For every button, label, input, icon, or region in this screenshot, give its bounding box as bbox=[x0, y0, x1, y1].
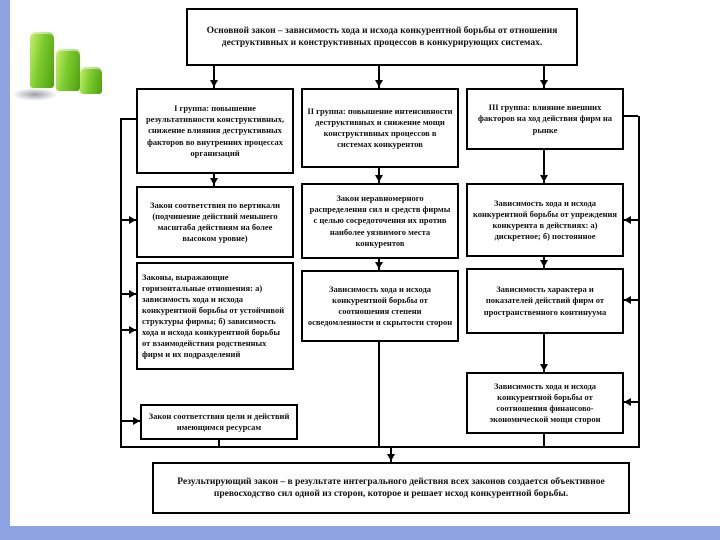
box-law-uneven: Закон неравномерного распределения сил и средств фирмы с целью сосредоточения их против наиболее уязвимого места конкурентов bbox=[301, 183, 459, 259]
arrowhead-icon bbox=[624, 398, 631, 406]
connector-line bbox=[120, 446, 640, 448]
left-accent-strip bbox=[0, 0, 10, 540]
connector-line bbox=[120, 118, 122, 448]
arrowhead-icon bbox=[540, 260, 548, 267]
box-main-law: Основной закон – зависимость хода и исхода конкурентной борьбы от отношения деструктивных и конструктивных процессов в конкурирующих системах. bbox=[186, 8, 578, 66]
arrowhead-icon bbox=[375, 175, 383, 182]
arrowhead-icon bbox=[624, 296, 631, 304]
arrowhead-icon bbox=[129, 290, 136, 298]
arrowhead-icon bbox=[129, 216, 136, 224]
logo-bar-short bbox=[80, 67, 102, 94]
green-bar-chart-logo bbox=[10, 22, 110, 102]
logo-bar-tall bbox=[30, 32, 54, 88]
box-result-law: Результирующий закон – в результате интегрального действия всех законов создается объективное превосходство сил одной из сторон, которое и решает исход конкурентной борьбы. bbox=[152, 462, 630, 514]
box-law-horizontal: Законы, выражающие горизонтальные отношения: а) зависимость хода и исхода конкурентной борьбы от устойчивой структуры фирмы; б) зависимость хода и исхода конкурентной борьбы от взаимодействия родственных фирм и их подразделений bbox=[136, 262, 294, 370]
arrowhead-icon bbox=[540, 364, 548, 371]
arrowhead-icon bbox=[387, 454, 395, 461]
arrowhead-icon bbox=[375, 80, 383, 87]
box-law-preemption: Зависимость хода и исхода конкурентной борьбы от упреждения конкурента в действиях: а) дискретное; б) постоянное bbox=[466, 183, 624, 257]
arrowhead-icon bbox=[540, 175, 548, 182]
arrowhead-icon bbox=[624, 216, 631, 224]
arrowhead-icon bbox=[133, 417, 140, 425]
box-law-awareness: Зависимость хода и исхода конкурентной борьбы от соотношения степени осведомленности и скрытости сторон bbox=[301, 270, 459, 342]
box-group-2: II группа: повышение интенсивности деструктивных и снижение мощи конструктивных процессов в системах конкурентов bbox=[301, 88, 459, 168]
connector-line bbox=[624, 115, 638, 117]
box-group-3: III группа: влияние внешних факторов на ход действия фирм на рынке bbox=[466, 88, 624, 150]
bottom-accent-strip bbox=[0, 526, 720, 540]
arrowhead-icon bbox=[540, 80, 548, 87]
arrowhead-icon bbox=[210, 178, 218, 185]
logo-bar-medium bbox=[56, 49, 80, 91]
box-law-space: Зависимость характера и показателей действий фирм от пространственного континуума bbox=[466, 268, 624, 334]
arrowhead-icon bbox=[375, 262, 383, 269]
connector-line bbox=[378, 342, 380, 448]
logo-shadow bbox=[12, 88, 58, 101]
arrowhead-icon bbox=[129, 326, 136, 334]
connector-line bbox=[638, 116, 640, 448]
box-law-vertical: Закон соответствия по вертикали (подчинение действий меньшего масштаба действиям на более высоком уровне) bbox=[136, 186, 294, 258]
connector-line bbox=[120, 118, 136, 120]
box-law-finance: Зависимость хода и исхода конкурентной борьбы от соотношения финансово-экономической мощи сторон bbox=[466, 372, 624, 434]
arrowhead-icon bbox=[210, 80, 218, 87]
box-law-resources: Закон соответствия цели и действий имеющимся ресурсам bbox=[140, 404, 298, 440]
box-group-1: I группа: повышение результативности конструктивных, снижение влияния деструктивных факторов во внутренних процессах организаций bbox=[136, 88, 294, 174]
